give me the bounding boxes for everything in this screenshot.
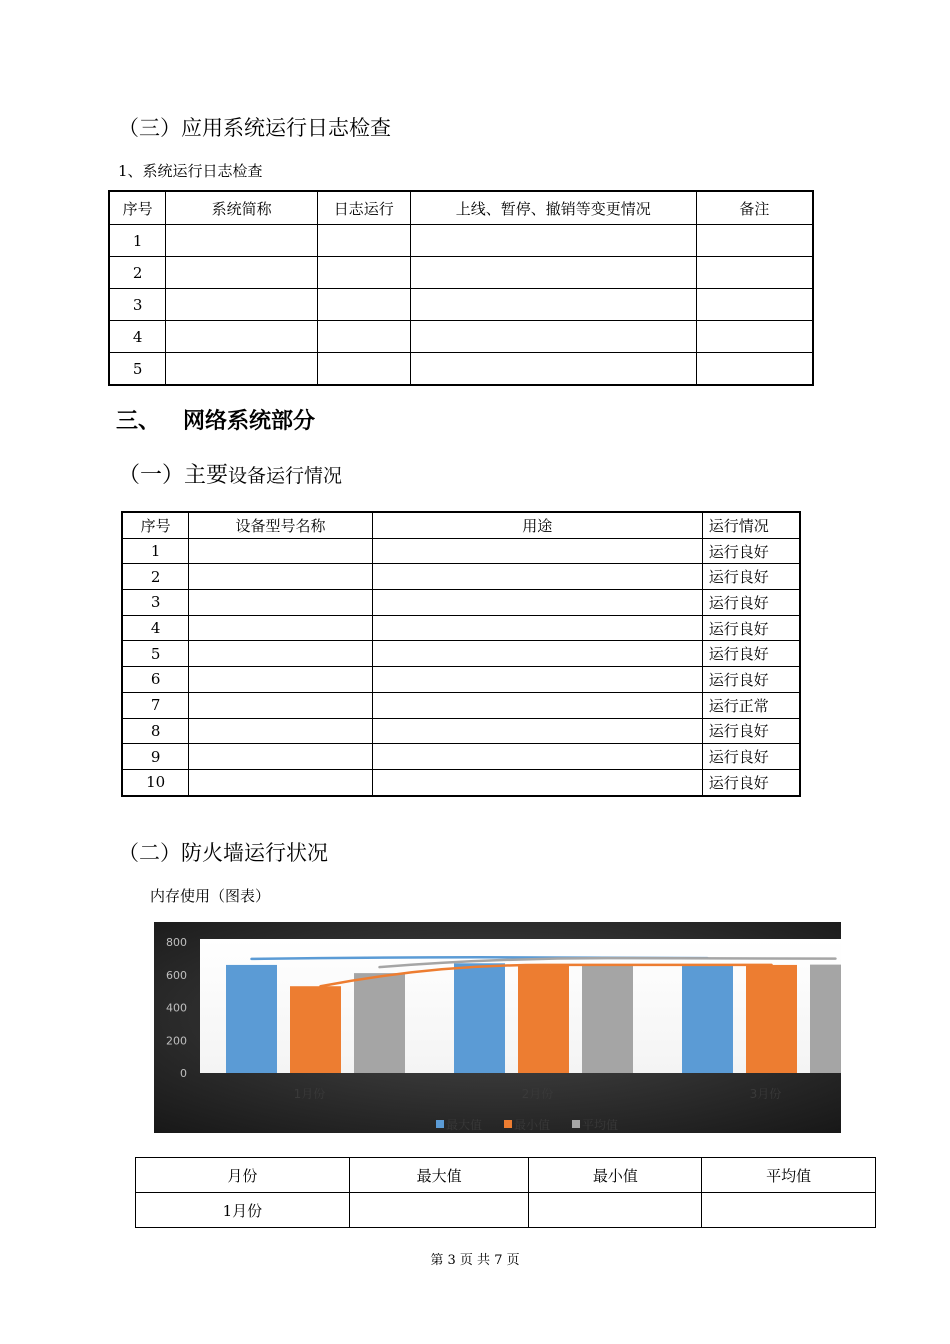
log-status-cell — [317, 257, 410, 289]
table-row — [136, 1193, 876, 1228]
memory-usage-chart — [154, 922, 841, 1133]
column-header: 序号 — [122, 512, 189, 538]
log-status-cell — [317, 353, 410, 386]
model-cell — [189, 692, 372, 718]
use-cell — [372, 718, 702, 744]
status-cell: 运行良好 — [702, 744, 800, 770]
column-header: 序号 — [109, 191, 166, 225]
x-tick-label: 2月份 — [521, 1087, 554, 1101]
bar — [682, 964, 733, 1073]
change-cell — [410, 225, 696, 257]
table-header-row — [109, 191, 813, 225]
row-number: 9 — [122, 744, 189, 770]
row-number: 1 — [122, 538, 189, 564]
model-cell — [189, 744, 372, 770]
row-number: 2 — [122, 564, 189, 590]
change-cell — [410, 289, 696, 321]
max-cell — [349, 1193, 529, 1228]
legend-swatch — [572, 1120, 580, 1128]
status-cell: 运行良好 — [702, 615, 800, 641]
system-name-cell — [166, 225, 318, 257]
use-cell — [372, 667, 702, 693]
note-cell — [696, 353, 813, 386]
model-cell — [189, 564, 372, 590]
row-number: 5 — [109, 353, 166, 386]
x-tick-label: 3月份 — [749, 1087, 782, 1101]
row-number: 2 — [109, 257, 166, 289]
legend-label: 最大值 — [446, 1118, 483, 1132]
table-row — [122, 615, 800, 641]
table-row — [122, 538, 800, 564]
row-number: 7 — [122, 692, 189, 718]
row-number: 3 — [122, 590, 189, 616]
column-header: 最大值 — [349, 1158, 529, 1193]
column-header: 平均值 — [702, 1158, 876, 1193]
legend-swatch — [504, 1120, 512, 1128]
use-cell — [372, 744, 702, 770]
table-row — [122, 667, 800, 693]
status-cell: 运行良好 — [702, 641, 800, 667]
status-cell: 运行良好 — [702, 538, 800, 564]
y-tick-label: 800 — [166, 936, 187, 949]
row-number: 3 — [109, 289, 166, 321]
column-header: 日志运行 — [317, 191, 410, 225]
log-status-cell — [317, 289, 410, 321]
model-cell — [189, 615, 372, 641]
table-row — [109, 225, 813, 257]
table-row — [109, 289, 813, 321]
y-tick-label: 200 — [166, 1034, 187, 1048]
note-cell — [696, 225, 813, 257]
column-header: 用途 — [372, 512, 702, 538]
equipment-table — [121, 511, 801, 797]
row-number: 1 — [109, 225, 166, 257]
bar — [454, 963, 505, 1073]
y-tick-label: 600 — [166, 968, 187, 982]
system-name-cell — [166, 289, 318, 321]
table-header-row — [122, 512, 800, 538]
row-number: 5 — [122, 641, 189, 667]
column-header: 备注 — [696, 191, 813, 225]
system-name-cell — [166, 257, 318, 289]
column-header: 系统简称 — [166, 191, 318, 225]
row-number: 4 — [122, 615, 189, 641]
column-header: 上线、暂停、撤销等变更情况 — [410, 191, 696, 225]
row-number: 4 — [109, 321, 166, 353]
note-cell — [696, 289, 813, 321]
status-cell: 运行良好 — [702, 564, 800, 590]
use-cell — [372, 769, 702, 795]
model-cell — [189, 590, 372, 616]
use-cell — [372, 590, 702, 616]
bar — [518, 965, 569, 1073]
status-cell: 运行良好 — [702, 667, 800, 693]
status-cell: 运行正常 — [702, 692, 800, 718]
table-row — [122, 718, 800, 744]
model-cell — [189, 718, 372, 744]
model-cell — [189, 769, 372, 795]
log-status-cell — [317, 225, 410, 257]
table-row — [122, 590, 800, 616]
change-cell — [410, 321, 696, 353]
row-number: 10 — [122, 769, 189, 795]
change-cell — [410, 257, 696, 289]
log-check-table — [108, 190, 814, 386]
bar — [810, 965, 841, 1073]
row-number: 6 — [122, 667, 189, 693]
column-header: 设备型号名称 — [189, 512, 372, 538]
note-cell — [696, 321, 813, 353]
page-footer: 第 3 页 共 7 页 — [430, 1253, 520, 1268]
bar — [746, 965, 797, 1073]
use-cell — [372, 615, 702, 641]
table-row — [109, 257, 813, 289]
column-header: 最小值 — [529, 1158, 702, 1193]
log-check-subheading: 1、系统运行日志检查 — [118, 162, 263, 180]
equipment-heading-prefix: （一）主要 — [118, 463, 229, 488]
table-row — [122, 769, 800, 795]
log-check-heading: （三）应用系统运行日志检查 — [118, 116, 391, 140]
memory-usage-table — [135, 1157, 876, 1228]
status-cell: 运行良好 — [702, 718, 800, 744]
bar — [582, 964, 633, 1073]
model-cell — [189, 538, 372, 564]
table-row — [122, 641, 800, 667]
table-row — [122, 564, 800, 590]
model-cell — [189, 641, 372, 667]
legend-label: 最小值 — [514, 1118, 551, 1132]
table-row — [122, 744, 800, 770]
firewall-heading: （二）防火墙运行状况 — [118, 841, 328, 865]
table-header-row — [136, 1158, 876, 1193]
note-cell — [696, 257, 813, 289]
table-row — [122, 692, 800, 718]
min-cell — [529, 1193, 702, 1228]
chart-caption: 内存使用（图表） — [150, 887, 271, 905]
column-header: 月份 — [136, 1158, 350, 1193]
system-name-cell — [166, 321, 318, 353]
row-number: 8 — [122, 718, 189, 744]
use-cell — [372, 641, 702, 667]
bar — [354, 973, 405, 1073]
use-cell — [372, 538, 702, 564]
legend-swatch — [436, 1120, 444, 1128]
equipment-heading-suffix: 设备运行情况 — [228, 465, 343, 487]
y-tick-label: 400 — [166, 1001, 187, 1015]
status-cell: 运行良好 — [702, 769, 800, 795]
log-status-cell — [317, 321, 410, 353]
bar — [226, 965, 277, 1073]
use-cell — [372, 692, 702, 718]
equipment-heading — [118, 458, 342, 489]
model-cell — [189, 667, 372, 693]
bar — [290, 986, 341, 1073]
system-name-cell — [166, 353, 318, 386]
x-tick-label: 1月份 — [293, 1087, 326, 1101]
table-row — [109, 353, 813, 386]
month-cell: 1月份 — [136, 1193, 350, 1228]
change-cell — [410, 353, 696, 386]
avg-cell — [702, 1193, 876, 1228]
status-cell: 运行良好 — [702, 590, 800, 616]
legend-label: 平均值 — [582, 1118, 619, 1132]
network-section-title: 三、 网络系统部分 — [116, 409, 315, 434]
column-header: 运行情况 — [702, 512, 800, 538]
table-row — [109, 321, 813, 353]
y-tick-label: 0 — [180, 1067, 187, 1080]
use-cell — [372, 564, 702, 590]
